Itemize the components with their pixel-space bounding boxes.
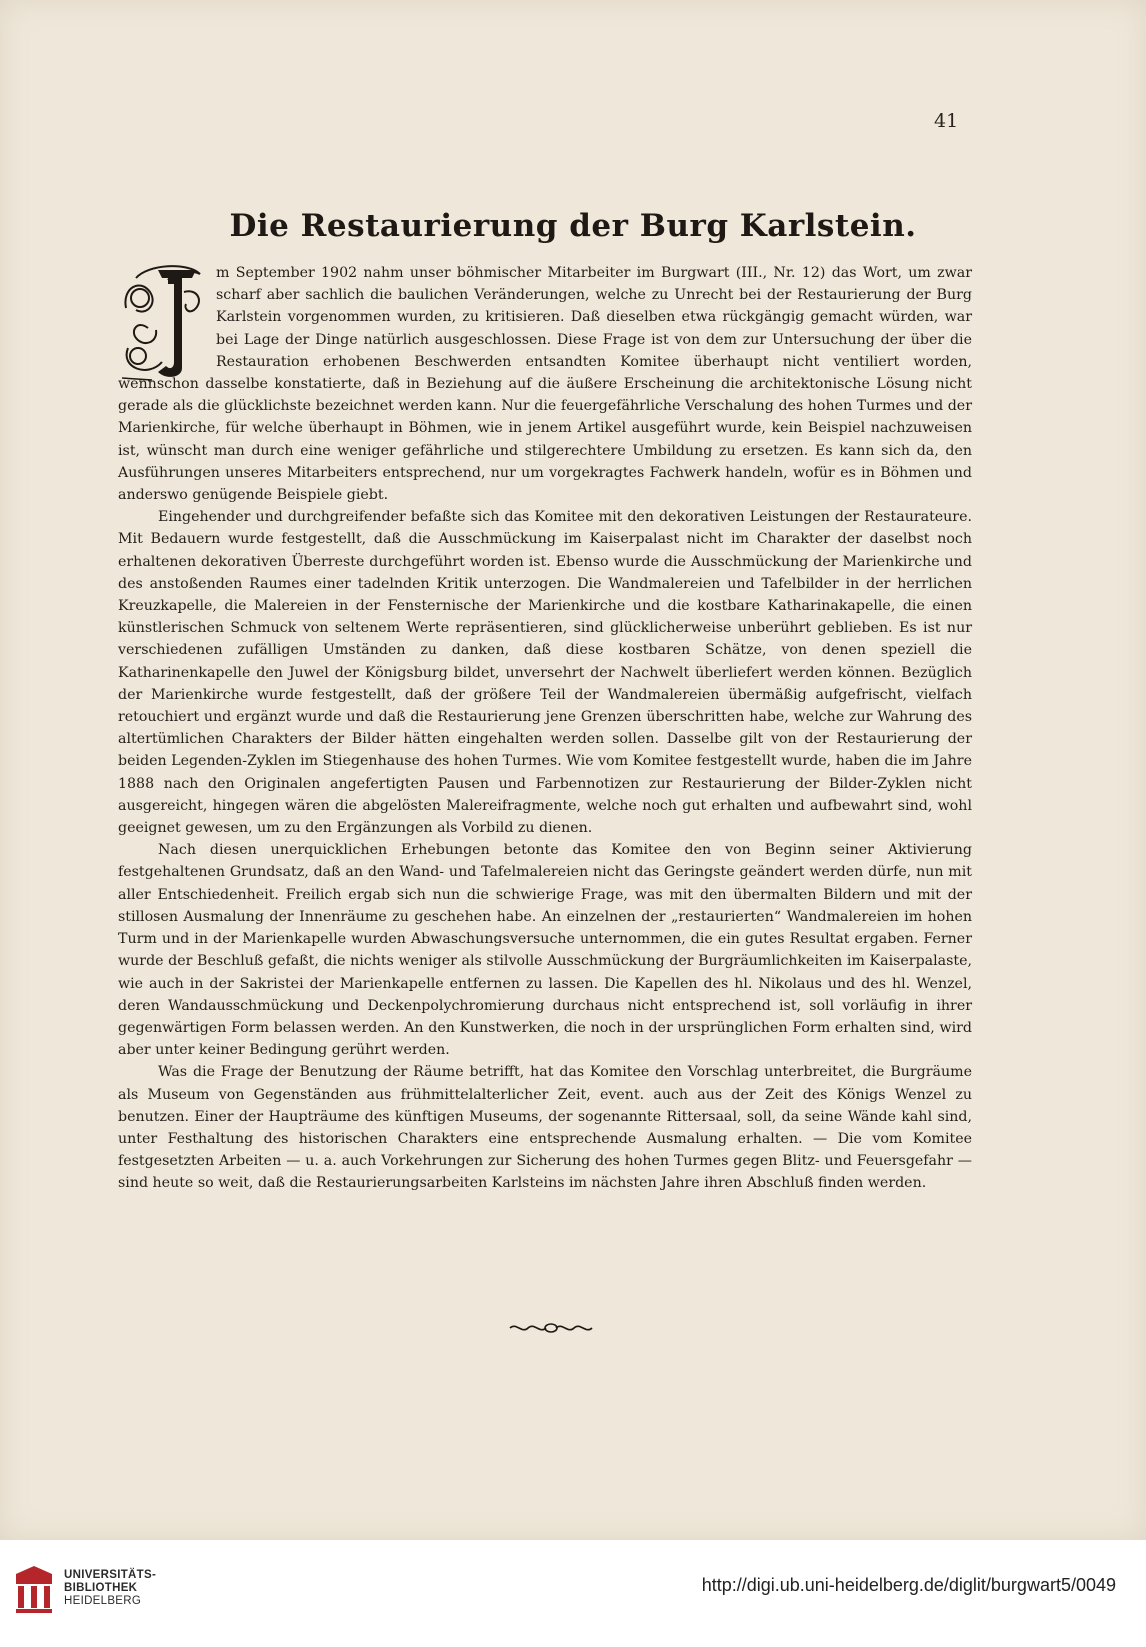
dropcap-letter: I	[210, 258, 211, 259]
paragraph-1-text: m September 1902 nahm unser böhmischer Mitarbeiter im Burgwart (III., Nr. 12) das Wort, um zwar scharf aber sachlich die baulichen Veränderungen, welche zu Unrecht bei der Restaurierung der Burg Karlstein vorgenommen wurden, zu kritisieren. Daß dieselben etwa rückgängig gemacht würden, war bei Lage der Dinge natürlich ausgeschlossen. Diese Frage ist von dem zur Untersuchung der über die Restauration erhobenen Beschwerden entsandten Komitee überhaupt nicht ventiliert worden, wennschon dasselbe konstatierte, daß in Beziehung auf die äußere Erscheinung die architektonische Lösung nicht gerade als die glücklichste bezeichnet werden kann. Nur die feuergefährliche Verschalung des hohen Turmes und der Marienkirche, für welche überhaupt in Böhmen, wie in jenem Artikel ausgeführt wurde, kein Beispiel nachzuweisen ist, wünscht man durch eine weniger gefährliche und stilgerechtere Umbildung zu ersetzen. Es kann sich da, den Ausführungen unseres Mitarbeiters entsprechend, nur um vorgekragtes Fachwerk handeln, wofür es in Böhmen und anderswo genügende Beispiele giebt.	[118, 265, 972, 504]
article-body	[118, 262, 972, 1195]
paragraph-4: Was die Frage der Benutzung der Räume betrifft, hat das Komitee den Vorschlag unterbreitet, die Burgräume als Museum von Gegenständen aus frühmittelalterlicher Zeit, event. auch aus der Zeit des Königs Wenzel zu benutzen. Einer der Haupträume des künftigen Museums, der sogenannte Rittersaal, soll, da seine Wände kahl sind, unter Festhaltung des historischen Charakters eine entsprechende Ausmalung erhalten. — Die vom Komitee festgesetzten Arbeiten — u. a. auch Vorkehrungen zur Sicherung des hohen Turmes gegen Blitz- und Feuersgefahr — sind heute so weit, daß die Restaurierungsarbeiten Karlsteins im nächsten Jahre ihren Abschluß finden werden.	[118, 1064, 972, 1192]
page-number: 41	[934, 110, 959, 132]
article-title: Die Restaurierung der Burg Karlstein.	[229, 208, 917, 244]
source-url-link[interactable]: http://digi.ub.uni-heidelberg.de/diglit/burgwart5/0049	[701, 1575, 1116, 1595]
library-line-2: BIBLIOTHEK	[64, 1582, 138, 1594]
paragraph-3: Nach diesen unerquicklichen Erhebungen betonte das Komitee den von Beginn seiner Aktivierung festgehaltenen Grundsatz, daß an den Wand- und Tafelmalereien nicht das Geringste geändert werden dürfe, nun mit aller Entschiedenheit. Freilich ergab sich nun die schwierige Frage, was mit den übermalten Bildern und mit der stillosen Ausmalung der Innenräume zu geschehen habe. An einzelnen der „restaurierten“ Wandmalereien im hohen Turm und in der Marienkapelle wurden Abwaschungsversuche unternommen, die ein gutes Resultat ergaben. Ferner wurde der Beschluß gefaßt, die nichts weniger als stilvolle Ausschmückung der Burgräumlichkeiten im Kaiserpalaste, wie auch in der Sakristei der Marienkapelle entfernen zu lassen. Die Kapellen des hl. Nikolaus und des hl. Wenzel, deren Wandausschmückung und Deckenpolychromierung durchaus nicht entsprechend ist, soll vorläufig in ihrer gegenwärtigen Form belassen werden. An den Kunstwerken, die noch in der ursprünglichen Form erhalten sind, wird aber unter keiner Bedingung gerührt werden.	[118, 842, 972, 1059]
library-line-3: HEIDELBERG	[64, 1595, 142, 1607]
paragraph-2: Eingehender und durchgreifender befaßte sich das Komitee mit den dekorativen Leistungen der Restaurateure. Mit Bedauern wurde festgestellt, daß die Ausschmückung im Kaiserpalast nicht im Charakter der daselbst noch erhaltenen dekorativen Überreste durchgeführt worden ist. Ebenso wurde die Ausschmückung der Marienkirche und des anstoßenden Raumes einer tadelnden Kritik unterzogen. Die Wandmalereien und Tafelbilder in der herrlichen Kreuzkapelle, die Malereien in der Fensternische der Marienkirche und die kostbare Katharinakapelle, die einen künstlerischen Schmuck von seltenem Werte repräsentieren, sind glücklicherweise unberührt geblieben. Es ist nur verschiedenen zufälligen Umständen zu danken, daß diese kostbaren Schätze, von denen speziell die Katharinenkapelle den Juwel der Königsburg bildet, unversehrt der Nachwelt überliefert werden können. Bezüglich der Marienkirche wurde festgestellt, daß der größere Teil der Wandmalereien übermäßig aufgefrischt, vielfach retouchiert und ergänzt wurde und daß die Restaurierung jene Grenzen überschritten habe, welche zur Wahrung des altertümlichen Charakters der Bilder hätten eingehalten werden sollen. Dasselbe gilt von der Restaurierung der beiden Legenden-Zyklen im Stiegenhause des hohen Turmes. Wie vom Komitee festgestellt wurde, haben die im Jahre 1888 nach den Originalen angefertigten Pausen und Farbennotizen zur Restaurierung der Bilder-Zyklen nicht ausgereicht, hingegen wären die abgelösten Malereifragmente, welche noch gut erhalten und aufbewahrt sind, wohl geeignet gewesen, um zu den Ergänzungen als Vorbild zu dienen.	[118, 509, 972, 837]
university-library-logo-icon	[12, 1564, 56, 1616]
library-line-1: UNIVERSITÄTS-	[64, 1569, 157, 1581]
closing-ornament	[506, 1320, 596, 1336]
library-name	[64, 1569, 156, 1608]
paragraph-1	[118, 262, 972, 506]
